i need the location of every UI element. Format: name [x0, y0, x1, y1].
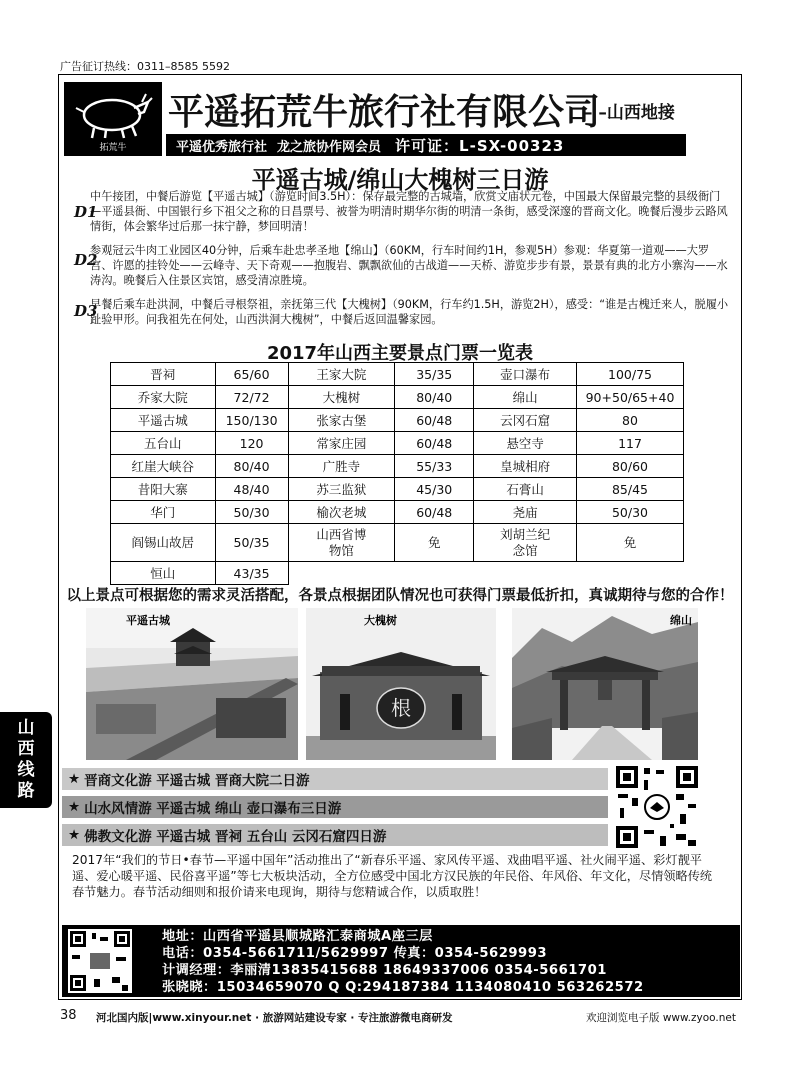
table-cell: 苏三监狱: [288, 478, 395, 501]
mianshan-illustration: [512, 608, 698, 760]
contact-address: 地址：山西省平遥县顺城路汇泰商城A座三层: [162, 929, 433, 944]
table-row: [111, 562, 684, 585]
table-cell: 85/45: [577, 478, 684, 501]
table-cell: 90+50/65+40: [577, 386, 684, 409]
table-cell: 80/40: [215, 455, 288, 478]
table-cell: 免: [577, 524, 684, 562]
table-cell: 120: [215, 432, 288, 455]
license-bar: [166, 134, 686, 156]
table-cell: 乔家大院: [111, 386, 216, 409]
table-cell: 五台山: [111, 432, 216, 455]
tour-title: 平遥古城/绵山大槐树三日游: [251, 166, 549, 194]
photo-caption: 绵山: [670, 614, 692, 627]
table-cell: 55/33: [395, 455, 474, 478]
day-2-text: 参观冠云牛肉工业园区40分钟，后乘车赴忠孝圣地【绵山】（60KM，行车时间约1H，参观5H）参观：华夏第一道观——大罗宫、许愿的挂铃处——云峰寺、天下奇观——抱腹岩、飘飘欲仙的古战道——天桥、游览步步有景，景景有典的北方小寨沟——水涛沟。晚餐后入住景区宾馆，感受清凉胜境。: [90, 244, 728, 287]
route-item-2: [62, 796, 608, 818]
contact-block: [62, 925, 740, 997]
table-row: [111, 478, 684, 501]
table-cell: 昔阳大寨: [111, 478, 216, 501]
route-text: 佛教文化游 平遥古城 晋祠 五台山 云冈石窟四日游: [84, 829, 387, 845]
qr-code-icon: [68, 929, 132, 993]
route-item-3: [62, 824, 608, 846]
photo-pingyao: [86, 608, 298, 760]
table-row: [111, 386, 684, 409]
table-cell: 50/30: [577, 501, 684, 524]
star-icon: ★: [68, 771, 81, 787]
table-cell: 大槐树: [288, 386, 395, 409]
table-cell: 50/30: [215, 501, 288, 524]
ticket-table-title: 2017年山西主要景点门票一览表: [266, 343, 534, 364]
big-tree-illustration: [306, 608, 496, 760]
table-cell: 恒山: [111, 562, 216, 585]
table-cell: 尧庙: [474, 501, 577, 524]
ad-hotline: 广告征订热线：0311–8585 5592: [60, 60, 230, 73]
contact-manager: 计调经理：李丽清13835415688 18649337006 0354-5661701: [162, 963, 607, 978]
spring-festival-text: 2017年“我们的节日•春节—平遥中国年”活动推出了“新春乐平遥、家风传平遥、戏曲唱平遥、社火闹平遥、彩灯靓平遥、爱心暖平遥、民俗喜平遥”等七大板块活动，全方位感受中国北方汉民族的年民俗、年风俗、年文化，尽情领略传统春节魅力。春节活动细则和报价请来电现询，期待与您精诚合作，以质取胜！: [72, 853, 713, 899]
table-cell: 晋祠: [111, 363, 216, 386]
contact-phone: 电话：0354-5661711/5629997 传真：0354-5629993: [162, 946, 548, 961]
star-icon: ★: [68, 827, 81, 843]
table-cell: 60/48: [395, 501, 474, 524]
company-suffix: – –山西地接: [584, 103, 675, 123]
qr-code-icon: [614, 764, 700, 850]
table-cell: 80: [577, 409, 684, 432]
table-cell: 壶口瀑布: [474, 363, 577, 386]
svg-text:根: 根: [391, 696, 411, 720]
member-text: 龙之旅协作网会员: [277, 139, 382, 155]
table-cell: 华门: [111, 501, 216, 524]
table-row: [111, 524, 684, 562]
table-row: [111, 409, 684, 432]
day-3-label: D3: [74, 302, 98, 320]
table-cell: 100/75: [577, 363, 684, 386]
table-cell: 72/72: [215, 386, 288, 409]
table-cell: 平遥古城: [111, 409, 216, 432]
contact-lines: [162, 928, 644, 996]
table-cell: 117: [577, 432, 684, 455]
table-row: [111, 432, 684, 455]
side-tab-char: 路: [17, 781, 35, 801]
footer-eversion: 欢迎浏览电子版 www.zyoo.net: [586, 1012, 736, 1024]
route-item-1: [62, 768, 608, 790]
ticket-table: [110, 362, 684, 585]
side-tab-char: 西: [17, 739, 35, 759]
photo-mianshan: [512, 608, 698, 760]
table-cell: 阎锡山故居: [111, 524, 216, 562]
company-logo: [64, 82, 162, 156]
table-row: [111, 455, 684, 478]
table-cell: 65/60: [215, 363, 288, 386]
table-cell: 绵山: [474, 386, 577, 409]
company-name: 平遥拓荒牛旅行社有限公司: [168, 92, 601, 133]
table-cell: 80/60: [577, 455, 684, 478]
table-cell: 红崖大峡谷: [111, 455, 216, 478]
table-cell: 35/35: [395, 363, 474, 386]
table-cell: 48/40: [215, 478, 288, 501]
route-text: 晋商文化游 平遥古城 晋商大院二日游: [84, 773, 310, 789]
day-1-text: 中午接团，中餐后游览【平遥古城】（游览时间3.5H）：保存最完整的古城墙，欣赏文庙状元卷，中国最大保留最完整的县级衙门—平遥县衙、中国银行乡下祖父之称的日昌票号、被誉为明清时期华尔街的明清一条街，感受深邃的晋商文化。晚餐后漫步云路风情街，体会繁华过后那一抹宁静，梦回明清！: [90, 190, 728, 233]
table-row: [111, 363, 684, 386]
table-cell: 王家大院: [288, 363, 395, 386]
table-cell: 常家庄园: [288, 432, 395, 455]
table-cell: 张家古堡: [288, 409, 395, 432]
license-number: 许可证：L-SX-00323: [395, 136, 565, 155]
page-number: 38: [60, 1008, 77, 1023]
table-cell: 皇城相府: [474, 455, 577, 478]
bull-icon: [72, 88, 154, 140]
table-cell: 榆次老城: [288, 501, 395, 524]
cell-text: 刘胡兰纪念馆: [500, 526, 551, 558]
footer-publisher: 河北国内版|www.xinyour.net · 旅游网站建设专家 · 专注旅游微电商研发: [96, 1012, 453, 1024]
photo-caption: 平遥古城: [126, 614, 170, 627]
side-tab-char: 山: [17, 718, 35, 738]
logo-text: 拓荒牛: [99, 143, 127, 153]
table-cell: 150/130: [215, 409, 288, 432]
photo-caption: 大槐树: [364, 614, 397, 627]
table-cell: 广胜寺: [288, 455, 395, 478]
table-cell: 60/48: [395, 432, 474, 455]
table-cell: [288, 524, 395, 562]
table-cell: 43/35: [215, 562, 288, 585]
table-row: [111, 501, 684, 524]
photo-big-tree: [306, 608, 496, 760]
table-cell: 免: [395, 524, 474, 562]
route-text: 山水风情游 平遥古城 绵山 壶口瀑布三日游: [84, 801, 342, 817]
honor-text: 平遥优秀旅行社: [176, 139, 268, 155]
contact-zhang: 张晓晓：15034659070 Q Q:294187384 1134080410 563262572: [162, 980, 644, 995]
notice-text: 以上景点可根据您的需求灵活搭配，各景点根据团队情况也可获得门票最低折扣，真诚期待与您的合作！: [66, 588, 734, 604]
table-cell: 50/35: [215, 524, 288, 562]
table-cell: [474, 524, 577, 562]
pingyao-illustration: [86, 608, 298, 760]
table-cell: 云冈石窟: [474, 409, 577, 432]
table-cell: 45/30: [395, 478, 474, 501]
star-icon: ★: [68, 799, 81, 815]
table-cell: 60/48: [395, 409, 474, 432]
table-cell: 石膏山: [474, 478, 577, 501]
day-2-label: D2: [74, 251, 98, 269]
day-3-text: 早餐后乘车赴洪洞，中餐后寻根祭祖，亲抚第三代【大槐树】（90KM，行车约1.5H，游览2H），感受：“谁是古槐迁来人，脱履小趾验甲形。问我祖先在何处，山西洪洞大槐树”，中餐后返回温馨家园。: [90, 298, 729, 326]
table-cell: 80/40: [395, 386, 474, 409]
side-tab-char: 线: [17, 760, 35, 780]
day-1-label: D1: [74, 203, 98, 221]
table-cell: 悬空寺: [474, 432, 577, 455]
shanxi-routes-tab: [0, 712, 52, 808]
cell-text: 山西省博物馆: [316, 526, 367, 558]
